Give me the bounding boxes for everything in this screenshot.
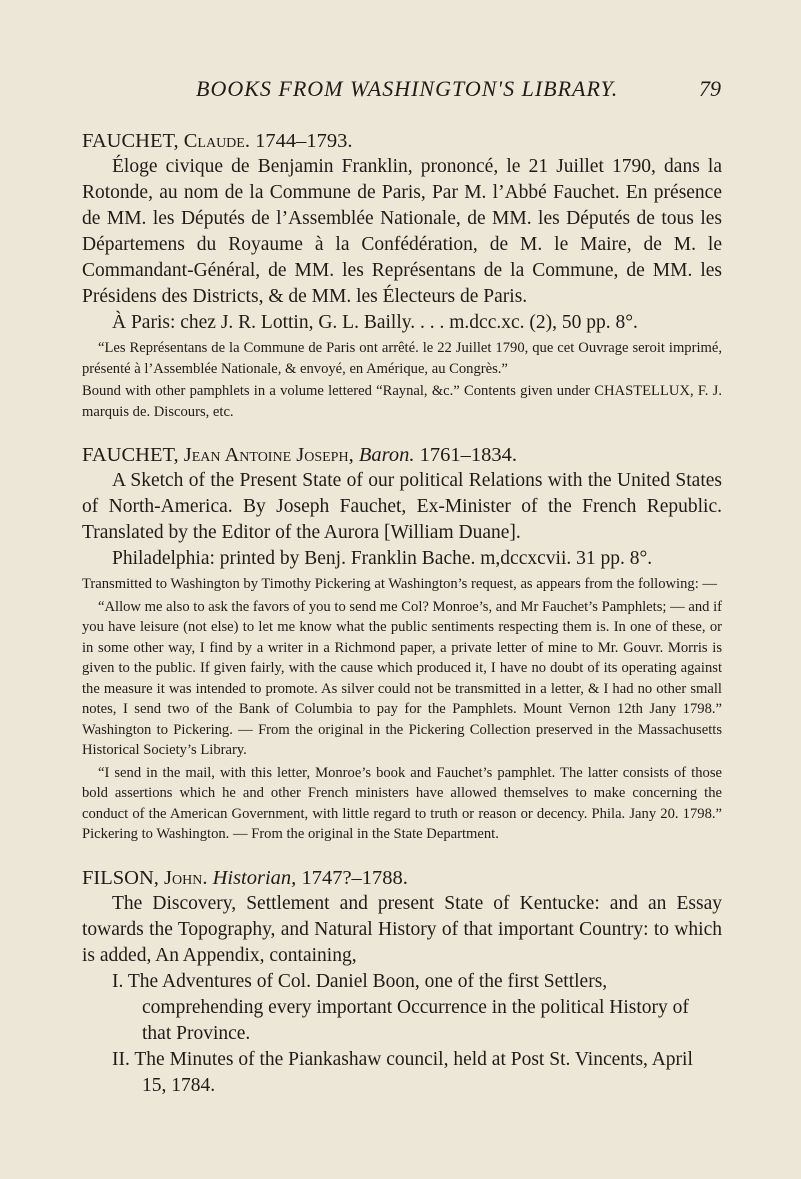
entry-author: FAUCHET, Claude. [82, 130, 250, 152]
page-number: 79 [699, 76, 721, 101]
entry-dates: 1744–1793. [255, 130, 353, 152]
entry-note: Transmitted to Washington by Timothy Pickering at Washington’s request, as appears from the following: — [82, 576, 718, 592]
entry-fauchet-claude [82, 128, 722, 422]
appendix-item: I. The Adventures of Col. Daniel Boon, one of the first Settlers, comprehending every important Occurrence in the political History of that Province. [112, 970, 689, 1044]
running-head-title: BOOKS FROM WASHINGTON'S LIBRARY. [196, 76, 619, 101]
entry-fauchet-jean [82, 442, 722, 845]
entry-heading [82, 865, 722, 891]
entry-author: FILSON, John. [82, 866, 208, 889]
entry-dates: 1761–1834. [419, 444, 517, 466]
entry-description: A Sketch of the Present State of our political Relations with the United States of North-America. By Joseph Fauchet, Ex-Minister of the French Republic. Translated by the Editor of the Aurora [William Duane]. [82, 470, 722, 543]
appendix-list [82, 969, 722, 1099]
entry-description: The Discovery, Settlement and present State of Kentucke: and an Essay towards the Topography, and Natural History of that important Country: to which is added, An Appendix, containing, [82, 892, 722, 966]
entry-note: “Allow me also to ask the favors of you to send me Col? Monroe’s, and Mr Fauchet’s Pamphlets; — and if you have leisure (not else) to let me know what the public sentiments respecting them is. In one of these, or in some other way, I find by a writer in a Richmond paper, a private letter of mine to Mr. Gouvr. Morris is given to the public. If given fairly, with the cause which produced it, I have no doubt of its operating against the measure it was intended to promote. As silver could not be transmitted in a letter, & I had no other small notes, I send two of the Bank of Columbia to pay for the Pamphlets. Mount Vernon 12th Jany 1798.” Washington to Pickering. — From the original in the Pickering Collection preserved in the Massachusetts Historical Society’s Library. [82, 598, 722, 758]
entry-author-title: Baron. [358, 444, 415, 466]
page-body [82, 128, 722, 1119]
entry-note: Bound with other pamphlets in a volume lettered “Raynal, &c.” Contents given under CHASTELLUX, F. J. marquis de. Discours, etc. [82, 383, 722, 420]
entry-heading [82, 442, 722, 468]
entry-filson-john [82, 865, 722, 1099]
entry-heading [82, 128, 722, 154]
appendix-item: II. The Minutes of the Piankashaw council, held at Post St. Vincents, April 15, 1784. [112, 1048, 693, 1096]
entry-note: “Les Représentans de la Commune de Paris ont arrêté. le 22 Juillet 1790, que cet Ouvrage seroit imprimé, présenté à l’Assemblée Nationale, & envoyé, en Amérique, au Congrès.” [82, 340, 722, 377]
entry-note: “I send in the mail, with this letter, Monroe’s book and Fauchet’s pamphlet. The latter consists of those bold assertions which he and other French ministers have allowed themselves to make concerning the conduct of the American Government, with little regard to truth or reason or decency. Phila. Jany 20. 1798.” Pickering to Washington. — From the original in the State Department. [82, 764, 722, 842]
entry-imprint: Philadelphia: printed by Benj. Franklin Bache. m,dccxcvii. 31 pp. 8°. [112, 548, 653, 569]
entry-description: Éloge civique de Benjamin Franklin, prononcé, le 21 Juillet 1790, dans la Rotonde, au nom de la Commune de Paris, Par M. l’Abbé Fauchet. En présence de MM. les Députés de l’Assemblée Nationale, de MM. les Députés de tous les Départemens du Royaume à la Confédération, de M. le Maire, de M. le Commandant-Général, de MM. les Représentans de la Commune, de MM. les Présidens des Districts, & de MM. les Électeurs de Paris. [82, 156, 722, 307]
entry-dates: 1747?–1788. [301, 866, 408, 889]
entry-author-title: Historian, [212, 866, 297, 889]
entry-author: FAUCHET, Jean Antoine Joseph, [82, 444, 354, 466]
entry-imprint: À Paris: chez J. R. Lottin, G. L. Bailly. . . . m.dcc.xc. (2), 50 pp. 8°. [112, 312, 638, 333]
